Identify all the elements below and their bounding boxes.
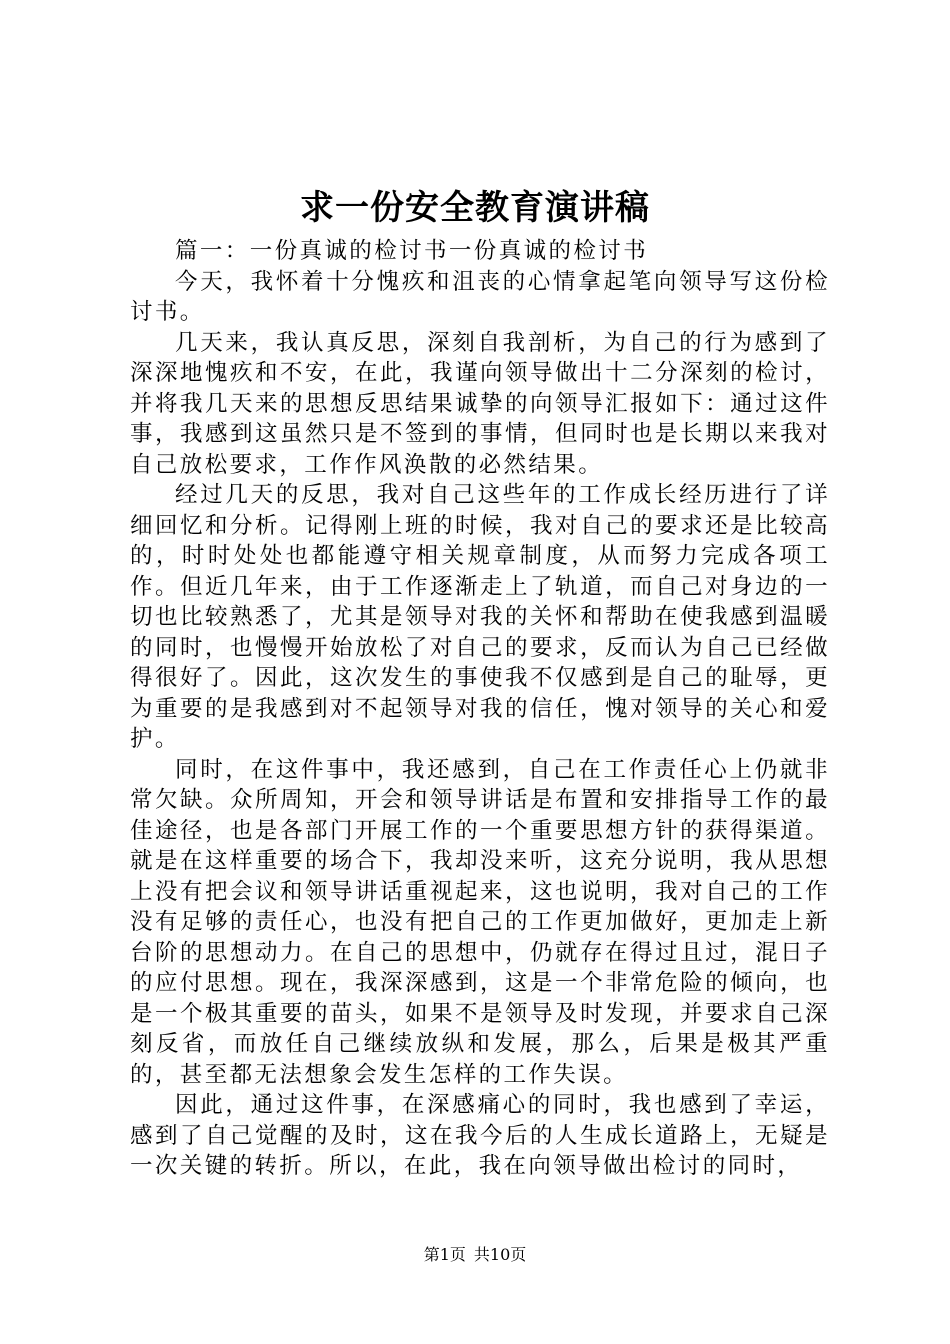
paragraph-3: 几天来，我认真反思，深刻自我剖析，为自己的行为感到了深深地愧疚和不安，在此，我谨向领导做出十二分深刻的检讨，并将我几天来的思想反思结果诚挚的向领导汇报如下：通过这件事，我感到这虽然只是不签到的事情，但同时也是长期以来我对自己放松要求，工作作风涣散的必然结果。 (130, 329, 830, 478)
paragraph-5: 同时，在这件事中，我还感到，自己在工作责任心上仍就非常欠缺。众所周知，开会和领导讲话是布置和安排指导工作的最佳途径，也是各部门开展工作的一个重要思想方针的获得渠道。就是在这样重要的场合下，我却没来听，这充分说明，我从思想上没有把会议和领导讲话重视起来，这也说明，我对自己的工作没有足够的责任心，也没有把自己的工作更加做好，更加走上新台阶的思想动力。在自己的思想中，仍就存在得过且过，混日子的应付思想。现在，我深深感到，这是一个非常危险的倾向，也是一个极其重要的苗头，如果不是领导及时发现，并要求自己深刻反省，而放任自己继续放纵和发展，那么，后果是极其严重的，甚至都无法想象会发生怎样的工作失误。 (130, 756, 830, 1088)
paragraph-4: 经过几天的反思，我对自己这些年的工作成长经历进行了详细回忆和分析。记得刚上班的时候，我对自己的要求还是比较高的，时时处处也都能遵守相关规章制度，从而努力完成各项工作。但近几年来，由于工作逐渐走上了轨道，而自己对身边的一切也比较熟悉了，尤其是领导对我的关怀和帮助在使我感到温暖的同时，也慢慢开始放松了对自己的要求，反而认为自己已经做得很好了。因此，这次发生的事使我不仅感到是自己的耻辱，更为重要的是我感到对不起领导对我的信任，愧对领导的关心和爱护。 (130, 482, 830, 752)
document-title: 求一份安全教育演讲稿 (300, 188, 650, 228)
document-body (130, 236, 830, 1182)
paragraph-1: 篇一：一份真诚的检讨书一份真诚的检讨书 (175, 238, 649, 264)
page-number: 第1页 (423, 1245, 466, 1264)
page-total: 共10页 (473, 1245, 527, 1264)
paragraph-6: 因此，通过这件事，在深感痛心的同时，我也感到了幸运，感到了自己觉醒的及时，这在我今后的人生成长道路上，无疑是一次关键的转折。所以，在此，我在向领导做出检讨的同时， (130, 1092, 830, 1179)
paragraph-2: 今天，我怀着十分愧疚和沮丧的心情拿起笔向领导写这份检讨书。 (130, 268, 830, 325)
page-footer (0, 1244, 950, 1266)
